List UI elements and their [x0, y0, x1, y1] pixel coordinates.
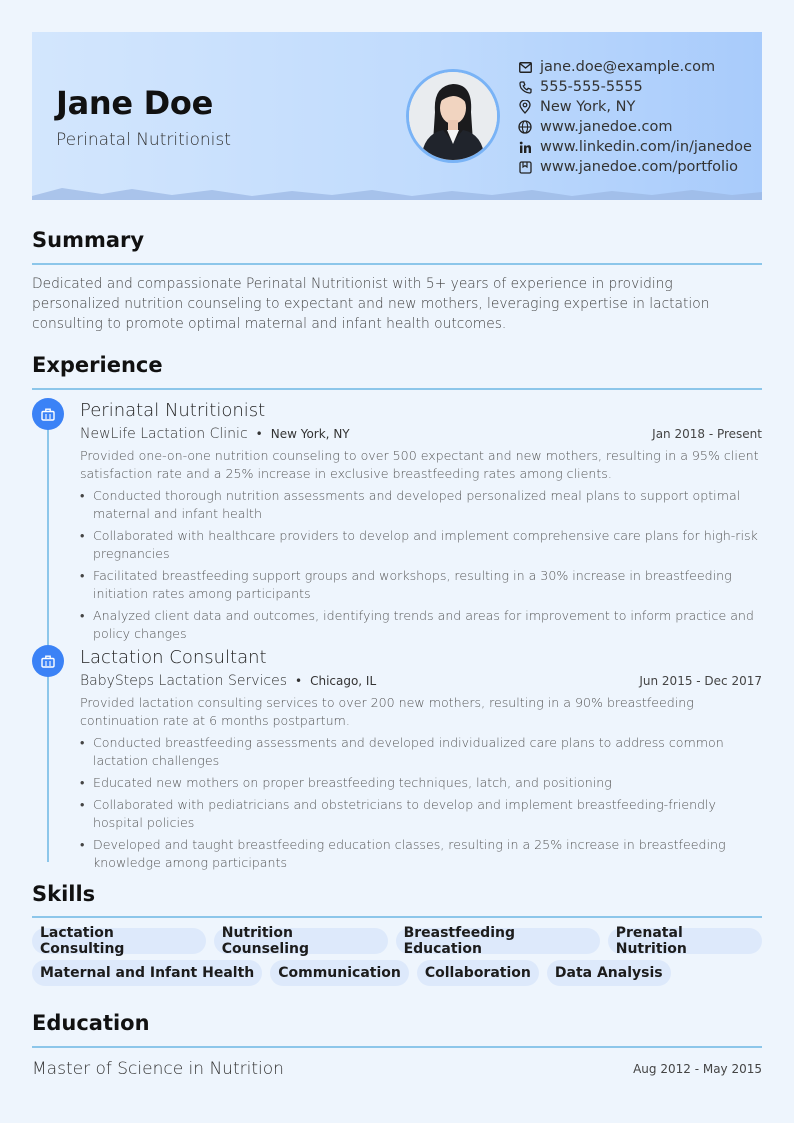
briefcase-icon: [32, 645, 64, 677]
contact-email[interactable]: [518, 57, 752, 77]
summary-text: Dedicated and compassionate Perinatal Nutritionist with 5+ years of experience in providing personalized nutrition counseling to expectant and new mothers, leveraging expertise in lactation consulting to promote optimal maternal and infant health outcomes.: [32, 276, 710, 332]
briefcase-icon: [32, 398, 64, 430]
candidate-role: Perinatal Nutritionist: [56, 130, 231, 150]
phone-icon: [518, 80, 532, 94]
skill-chip: Maternal and Infant Health: [32, 960, 262, 986]
job-meta: [80, 426, 762, 442]
contact-location-text: New York, NY: [540, 99, 636, 115]
job-company: NewLife Lactation Clinic: [80, 426, 248, 442]
candidate-name: Jane Doe: [56, 84, 213, 122]
contact-list: [518, 57, 752, 177]
portfolio-icon: [518, 160, 532, 174]
education-entry: [32, 1059, 762, 1079]
job-bullet: • Conducted thorough nutrition assessments and developed personalized meal plans to support optimal maternal and infant health: [80, 487, 762, 523]
job-description: Provided one-on-one nutrition counseling to over 500 expectant and new mothers, resulting in a 95% client satisfaction rate and a 25% increase in exclusive breastfeeding rates among clients.: [80, 448, 759, 481]
job-bullet: • Facilitated breastfeeding support groups and workshops, resulting in a 30% increase in breastfeeding initiation rates among participants: [80, 567, 762, 603]
globe-icon: [518, 120, 532, 134]
contact-phone[interactable]: [518, 77, 752, 97]
meta-separator: •: [295, 674, 303, 688]
skill-chip: Nutrition Counseling: [214, 928, 388, 954]
job-location: New York, NY: [270, 427, 350, 441]
education-heading: Education: [32, 1011, 150, 1035]
mail-icon: [518, 60, 532, 74]
job-entry: [80, 400, 762, 647]
skill-chip: Prenatal Nutrition: [608, 928, 762, 954]
education-dates: Aug 2012 - May 2015: [633, 1062, 762, 1076]
experience-timeline: [47, 414, 49, 862]
experience-heading: Experience: [32, 353, 163, 377]
job-bullet: • Analyzed client data and outcomes, identifying trends and areas for improvement to inform practice and policy changes: [80, 607, 762, 643]
job-company: BabySteps Lactation Services: [80, 673, 287, 689]
contact-linkedin-text: www.linkedin.com/in/janedoe: [540, 139, 752, 155]
header-wave-decoration: [32, 184, 762, 200]
contact-portfolio-text: www.janedoe.com/portfolio: [540, 159, 738, 175]
linkedin-icon: [518, 140, 532, 154]
summary-divider: [32, 263, 762, 265]
job-bullet: • Educated new mothers on proper breastfeeding techniques, latch, and positioning: [80, 774, 762, 792]
summary-heading: Summary: [32, 228, 145, 252]
job-entry: [80, 647, 762, 876]
contact-email-text: jane.doe@example.com: [540, 59, 716, 75]
skill-chip: Collaboration: [417, 960, 539, 986]
job-title: Lactation Consultant: [80, 647, 267, 668]
education-divider: [32, 1046, 762, 1048]
job-bullet: • Conducted breastfeeding assessments and developed individualized care plans to address common lactation challenges: [80, 734, 762, 770]
contact-website-text: www.janedoe.com: [540, 119, 673, 135]
contact-linkedin[interactable]: [518, 137, 752, 157]
contact-phone-text: 555-555-5555: [540, 79, 643, 95]
skill-chip: Data Analysis: [547, 960, 671, 986]
resume-header: [32, 32, 762, 200]
contact-location: [518, 97, 752, 117]
experience-divider: [32, 388, 762, 390]
job-dates: Jun 2015 - Dec 2017: [639, 674, 762, 688]
job-meta: [80, 673, 762, 689]
job-title: Perinatal Nutritionist: [80, 400, 266, 421]
skills-heading: Skills: [32, 882, 96, 906]
education-degree: Master of Science in Nutrition: [32, 1059, 284, 1079]
skill-chip: Lactation Consulting: [32, 928, 206, 954]
skill-chip: Communication: [270, 960, 409, 986]
job-description: Provided lactation consulting services to over 200 new mothers, resulting in a 90% breastfeeding continuation rate at 6 months postpartum.: [80, 695, 694, 728]
meta-separator: •: [255, 427, 263, 441]
job-bullets: [80, 734, 762, 872]
contact-portfolio[interactable]: [518, 157, 752, 177]
job-bullets: [80, 487, 762, 643]
job-bullet: • Collaborated with pediatricians and obstetricians to develop and implement breastfeeding-friendly hospital policies: [80, 796, 762, 832]
job-location: Chicago, IL: [310, 674, 377, 688]
skills-list: [32, 925, 762, 992]
skills-divider: [32, 916, 762, 918]
profile-photo: [406, 69, 500, 163]
contact-website[interactable]: [518, 117, 752, 137]
job-dates: Jan 2018 - Present: [652, 427, 762, 441]
skills-row: [32, 960, 762, 986]
location-pin-icon: [518, 100, 532, 114]
job-bullet: • Collaborated with healthcare providers to develop and implement comprehensive care plans for high-risk pregnancies: [80, 527, 762, 563]
skill-chip: Breastfeeding Education: [396, 928, 600, 954]
job-bullet: • Developed and taught breastfeeding education classes, resulting in a 25% increase in breastfeeding knowledge among participants: [80, 836, 762, 872]
skills-row: [32, 925, 762, 957]
